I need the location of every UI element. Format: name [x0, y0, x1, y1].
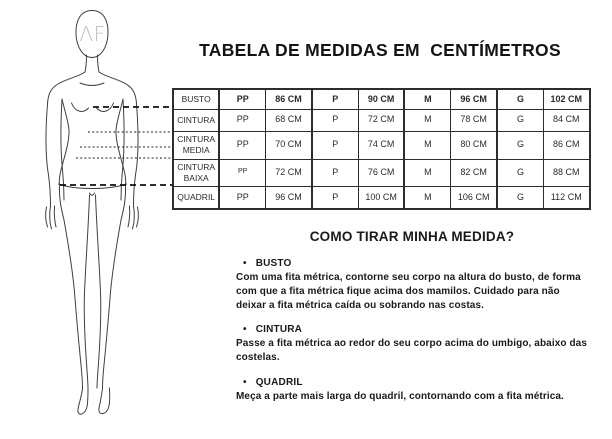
size-cell: P: [312, 109, 358, 131]
size-cell: 96 CM: [266, 186, 312, 209]
size-cell: PP: [219, 159, 265, 186]
size-cell: M: [404, 186, 450, 209]
howto-description: Meça a parte mais larga do quadril, contornando com a fita métrica.: [236, 390, 564, 402]
howto-description: Com uma fita métrica, contorne seu corpo na altura do busto, de forma com que a fita métrica fique acima dos mamilos. Cuidado para não deixar a fita métrica caída ou sobrando nas costas.: [236, 272, 581, 311]
size-cell: 80 CM: [451, 131, 497, 159]
table-row: [173, 89, 590, 109]
size-cell: PP: [219, 109, 265, 131]
row-label: QUADRIL: [173, 186, 219, 209]
size-cell: P: [312, 186, 358, 209]
howto-section-quadril: [236, 377, 588, 404]
size-cell: 86 CM: [543, 131, 589, 159]
howto-heading: COMO TIRAR MINHA MEDIDA?: [309, 229, 515, 244]
size-cell: 68 CM: [266, 109, 312, 131]
size-cell: 78 CM: [451, 109, 497, 131]
size-cell: M: [404, 109, 450, 131]
size-cell: 72 CM: [266, 159, 312, 186]
howto-description: Passe a fita métrica ao redor do seu corpo acima do umbigo, abaixo das costelas.: [236, 338, 587, 364]
size-cell: M: [404, 131, 450, 159]
size-cell: 112 CM: [543, 186, 589, 209]
brand-monogram: ΛF: [79, 22, 106, 46]
howto-term-label: • BUSTO: [255, 258, 292, 269]
howto-term: [236, 377, 588, 388]
size-table-body: [173, 89, 590, 209]
size-cell: G: [497, 89, 543, 109]
size-cell: 88 CM: [543, 159, 589, 186]
size-cell: G: [497, 109, 543, 131]
table-row: [173, 159, 590, 186]
size-cell: 76 CM: [358, 159, 404, 186]
howto-block: [236, 229, 588, 416]
size-cell: G: [497, 159, 543, 186]
size-cell: 70 CM: [266, 131, 312, 159]
size-cell: P: [312, 131, 358, 159]
female-figure-sketch: [46, 11, 139, 415]
howto-term-label: • CINTURA: [255, 324, 303, 336]
size-cell: 90 CM: [358, 89, 404, 109]
row-label: CINTURA MEDIA: [173, 131, 219, 159]
row-label: CINTURA BAIXA: [173, 159, 219, 186]
size-cell: 106 CM: [451, 186, 497, 209]
howto-term: [236, 258, 588, 269]
size-cell: P: [312, 89, 358, 109]
size-cell: 96 CM: [451, 89, 497, 109]
size-cell: 86 CM: [266, 89, 312, 109]
howto-section-busto: [236, 258, 588, 312]
table-row: [173, 109, 590, 131]
size-cell: G: [497, 186, 543, 209]
table-row: [173, 186, 590, 209]
size-cell: 84 CM: [543, 109, 589, 131]
row-label: BUSTO: [173, 89, 219, 109]
size-cell: M: [404, 89, 450, 109]
size-cell: 100 CM: [358, 186, 404, 209]
size-cell: M: [404, 159, 450, 186]
measurement-connectors: [60, 107, 172, 185]
howto-term-label: • QUADRIL: [255, 376, 303, 388]
size-table: [172, 88, 591, 210]
size-cell: PP: [219, 131, 265, 159]
size-cell: 72 CM: [358, 109, 404, 131]
howto-term: [236, 324, 588, 335]
size-cell: P: [312, 159, 358, 186]
table-row: [173, 131, 590, 159]
size-cell: 82 CM: [451, 159, 497, 186]
size-cell: G: [497, 131, 543, 159]
page-title: TABELA DE MEDIDAS EM CENTÍMETROS: [199, 40, 561, 60]
size-cell: 102 CM: [543, 89, 589, 109]
howto-section-cintura: [236, 324, 588, 365]
size-cell: 74 CM: [358, 131, 404, 159]
size-cell: PP: [219, 89, 265, 109]
row-label: CINTURA: [173, 109, 219, 131]
size-cell: PP: [219, 186, 265, 209]
howto-sections: [236, 258, 588, 404]
